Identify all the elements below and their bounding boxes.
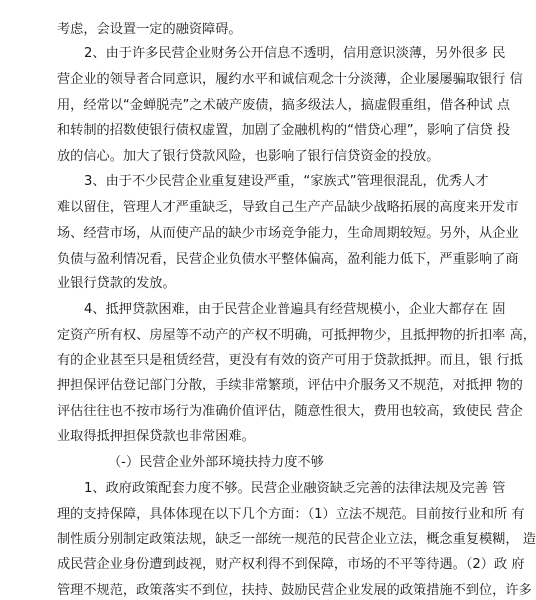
text-line: 业银行贷款的发放。 bbox=[57, 276, 176, 291]
text-line: 放的信心。加大了银行贷款风险，也影响了银行信贷资金的投放。 bbox=[57, 149, 440, 164]
text-line: 负债与盈利情况看，民营企业负债水平整体偏高，盈利能力低下，严重影响了商 bbox=[57, 252, 519, 267]
text-line: 业取得抵押担保贷款也非常困难。 bbox=[57, 429, 255, 444]
text-line: 营企业的领导者合同意识，履约水平和诚信观念十分淡薄，企业屡屡骗取银行 信 bbox=[57, 72, 523, 87]
text-line: 用，经常以“金蝉脱壳”之术破产废债，搞多级法人，搞虚假重组，借各种试 点 bbox=[57, 98, 511, 113]
text-line: 押担保评估登记部门分散，手续非常繁琐，评估中介服务又不规范，对抵押 物的 bbox=[57, 378, 523, 393]
text-line: 3、由于不少民营企业重复建设严重，“家族式”管理很混乱，优秀人才 bbox=[84, 174, 489, 189]
text-line: 4、抵押贷款困难，由于民营企业普遍具有经营规模小，企业大都存在 固 bbox=[84, 302, 506, 317]
text-line: 定资产所有权、房屋等不动产的产权不明确，可抵押物少，且抵押物的折扣率 高， bbox=[57, 328, 536, 343]
section-heading: （-）民营企业外部环境扶持力度不够 bbox=[108, 455, 324, 470]
text-line: 场、经营市场，从而使产品的缺少市场竞争能力，生命周期较短。另外，从企业 bbox=[57, 226, 519, 241]
text-line: 考虑，会设置一定的融资障碍。 bbox=[57, 22, 242, 37]
text-line: 评估往往也不按市场行为准确价值评估，随意性很大，费用也较高，致使民 营企 bbox=[57, 404, 523, 419]
text-line: 成民营企业身份遭到歧视，财产权利得不到保障，市场的不平等待遇。（2）政 府 bbox=[57, 557, 525, 572]
text-line: 和转制的招数使银行债权虚置，加剧了金融机构的“惜贷心理”，影响了信贷 投 bbox=[57, 123, 511, 138]
text-line: 理的支持保障，具体体现在以下几个方面：（1）立法不规范。目前按行业和所 有 bbox=[57, 507, 525, 522]
text-line: 制性质分别制定政策法规，缺乏一部统一规范的民营企业立法，概念重复模糊， 造 bbox=[57, 532, 536, 547]
text-line: 有的企业甚至只是租赁经营，更没有有效的资产可用于贷款抵押。而且，银 行抵 bbox=[57, 353, 523, 368]
text-line: 1、政府政策配套力度不够。民营企业融资缺乏完善的法律法规及完善 管 bbox=[84, 481, 506, 496]
text-line: 2、由于许多民营企业财务公开信息不透明，信用意识淡薄，另外很多 民 bbox=[84, 46, 506, 61]
text-line: 管理不规范，政策落实不到位，扶持、鼓励民营企业发展的政策措施不到位，许多 bbox=[57, 583, 532, 598]
text-line: 难以留住，管理人才严重缺乏，导致自己生产产品缺少战略拓展的高度来开发市 bbox=[57, 200, 519, 215]
